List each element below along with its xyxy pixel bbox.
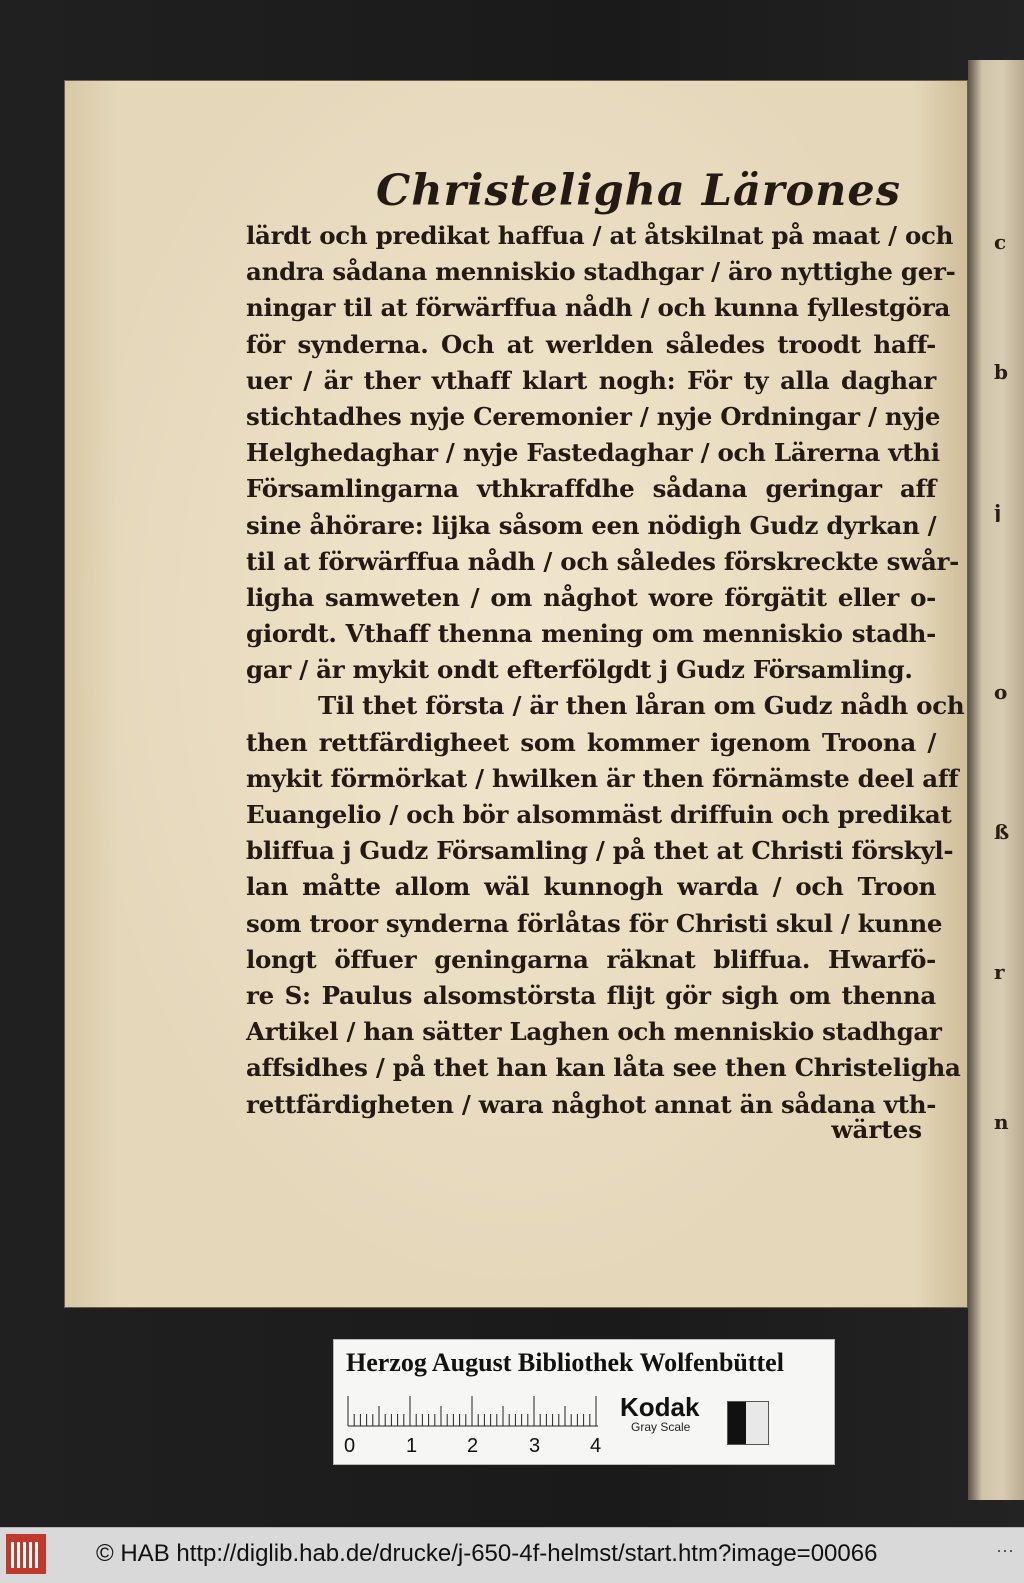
text-line: Helghedaghar / nyje Fastedaghar / och Lärerna vthi xyxy=(246,438,940,468)
catchword: wärtes xyxy=(831,1115,922,1144)
text-line: mykit förmörkat / hwilken är then förnämste deel aff xyxy=(246,763,959,793)
text-line: re S: Paulus alsomstörsta flijt gör sigh om thenna xyxy=(246,980,936,1010)
paragraph-first-line: Til thet första / är then låran om Gudz nådh och xyxy=(318,691,965,721)
more-icon[interactable]: ··· xyxy=(996,1540,1014,1560)
library-name: Herzog August Bibliothek Wolfenbüttel xyxy=(346,1348,784,1377)
book-page xyxy=(64,80,968,1308)
text-line: som troor synderna förlåtas för Christi skul / kunne xyxy=(246,908,943,938)
text-line: sine åhörare: lijka såsom een nödigh Gudz dyrkan / xyxy=(246,510,937,540)
ruler-numbers xyxy=(334,1435,836,1461)
adjacent-page-fragment: ß xyxy=(994,820,1010,842)
text-line: för synderna. Och at werlden således troodt haff- xyxy=(246,329,936,359)
hab-logo-icon xyxy=(6,1534,46,1574)
text-line: uer / är ther vthaff klart nogh: För ty alla daghar xyxy=(246,365,936,395)
text-line: ligha samweten / om någhot wore förgätit eller o- xyxy=(246,582,936,612)
ruler-scale-icon xyxy=(334,1390,624,1434)
text-line: stichtadhes nyje Ceremonier / nyje Ordningar / nyje xyxy=(246,401,941,431)
gray-scale-label: Gray Scale xyxy=(631,1420,691,1434)
ruler-number: 1 xyxy=(406,1435,418,1457)
text-line: longt öffuer geningarna räknat bliffua. Hwarfö- xyxy=(246,944,936,974)
color-scale-card xyxy=(333,1339,835,1465)
text-line: gar / är mykit ondt efterfölgdt j Gudz Församling. xyxy=(246,655,913,685)
copyright-link[interactable]: © HAB http://diglib.hab.de/drucke/j-650-4f-helmst/start.htm?image=00066 xyxy=(96,1540,878,1567)
adjacent-page-fragment: o xyxy=(994,680,1008,702)
ruler-number: 0 xyxy=(344,1435,356,1457)
adjacent-page-fragment: b xyxy=(994,360,1008,382)
adjacent-page-fragment: j xyxy=(994,500,1002,522)
text-line: lan måtte allom wäl kunnogh warda / och Troon xyxy=(246,872,936,902)
text-line: Församlingarna vthkraffdhe sådana geringar aff xyxy=(246,474,936,504)
text-line: bliffua j Gudz Församling / på thet at Christi förskyl- xyxy=(246,836,954,866)
brand-label: Kodak xyxy=(620,1392,700,1422)
ruler-number: 2 xyxy=(467,1435,479,1457)
text-line: rettfärdigheten / wara någhot annat än sådana vth- xyxy=(246,1089,937,1119)
text-line: then rettfärdigheet som kommer igenom Troona / xyxy=(246,727,936,757)
adjacent-page-fragment: n xyxy=(994,1110,1009,1132)
running-headline: Christeligha Lärones xyxy=(376,166,901,216)
text-line: Artikel / han sätter Laghen och menniskio stadhgar xyxy=(246,1017,942,1047)
text-line: lärdt och predikat haffua / at åtskilnat på maat / och xyxy=(246,221,954,250)
ruler-number: 4 xyxy=(590,1435,602,1457)
text-line: affsidhes / på thet han kan låta see then Christeligha xyxy=(246,1053,961,1083)
text-line: til at förwärffua nådh / och således förskreckte swår- xyxy=(246,546,959,576)
footer-bar xyxy=(0,1527,1024,1583)
adjacent-page-fragment: r xyxy=(994,960,1005,982)
text-line: andra sådana menniskio stadhgar / äro nyttighe ger- xyxy=(246,257,956,287)
text-line: ningar til at förwärffua nådh / och kunna fyllestgöra xyxy=(246,293,951,323)
adjacent-page-fragment: c xyxy=(994,230,1007,252)
adjacent-page-edge xyxy=(968,60,1024,1500)
ruler-number: 3 xyxy=(529,1435,541,1457)
text-line: Euangelio / och bör alsommäst driffuin och predikat xyxy=(246,800,952,829)
body-text xyxy=(246,218,965,1123)
text-line: giordt. Vthaff thenna mening om menniskio stadh- xyxy=(246,619,936,649)
